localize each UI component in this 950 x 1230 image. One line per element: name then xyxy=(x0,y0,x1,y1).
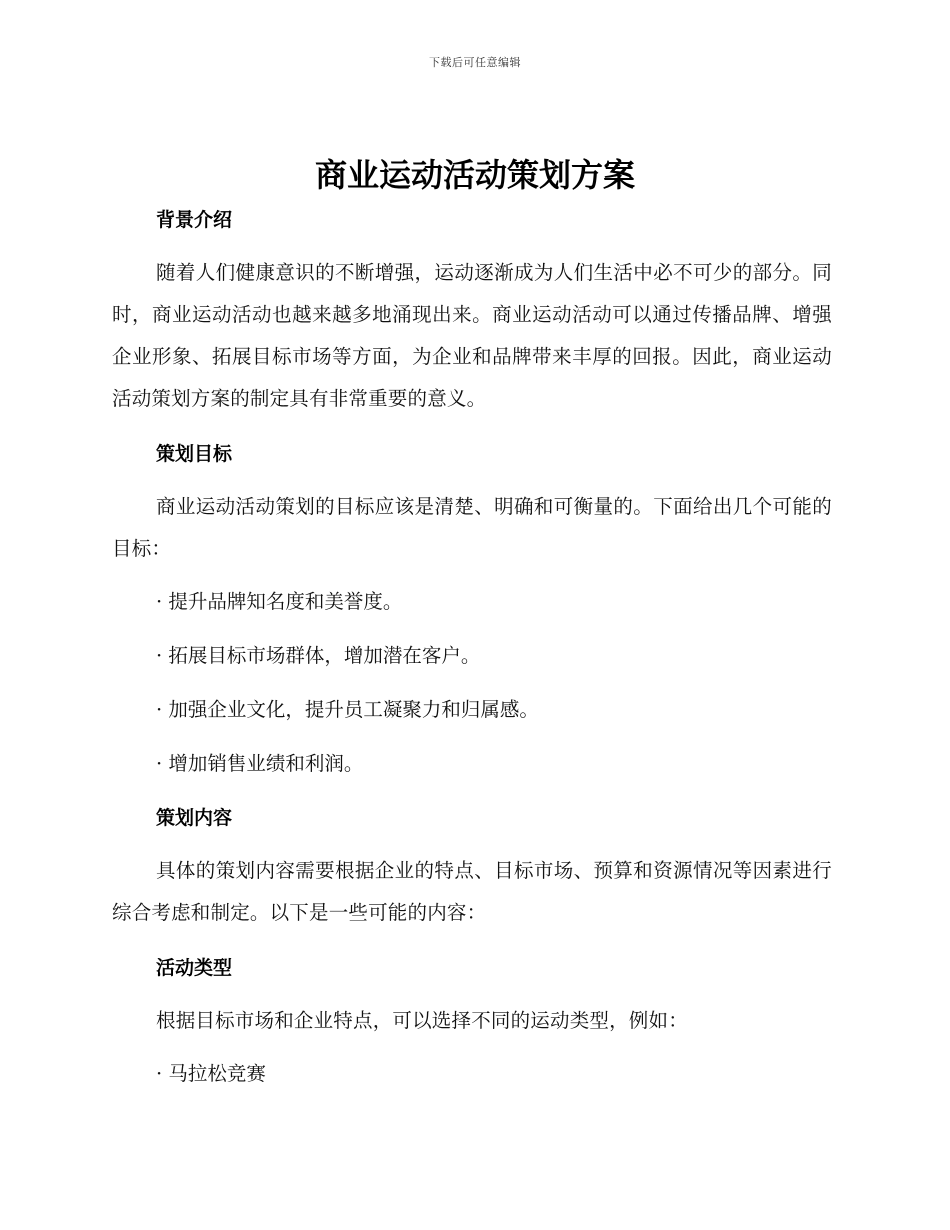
activity-type-paragraph: 根据目标市场和企业特点，可以选择不同的运动类型，例如： xyxy=(156,1009,688,1032)
page-header-note: 下载后可任意编辑 xyxy=(429,56,521,69)
activity-list-item: · 马拉松竞赛 xyxy=(156,1062,266,1085)
goal-list-item: · 提升品牌知名度和美誉度。 xyxy=(156,590,403,613)
section-heading-background: 背景介绍 xyxy=(156,209,233,231)
document-title: 商业运动活动策划方案 xyxy=(314,156,635,194)
goal-list-item: · 拓展目标市场群体，增加潜在客户。 xyxy=(156,644,481,667)
section-heading-content: 策划内容 xyxy=(156,807,233,829)
content-paragraph: 具体的策划内容需要根据企业的特点、目标市场、预算和资源情况等因素进行综合考虑和制定。以下是一些可能的内容： xyxy=(112,859,832,924)
document-body xyxy=(112,198,832,1096)
goal-list-item: · 增加销售业绩和利润。 xyxy=(156,752,364,775)
background-paragraph: 随着人们健康意识的不断增强，运动逐渐成为人们生活中必不可少的部分。同时，商业运动活动也越来越多地涌现出来。商业运动活动可以通过传播品牌、增强企业形象、拓展目标市场等方面，为企业和品牌带来丰厚的回报。因此，商业运动活动策划方案的制定具有非常重要的意义。 xyxy=(112,261,832,410)
goals-paragraph: 商业运动活动策划的目标应该是清楚、明确和可衡量的。下面给出几个可能的目标： xyxy=(112,495,832,560)
goal-list-item: · 加强企业文化，提升员工凝聚力和归属感。 xyxy=(156,698,539,721)
section-heading-activity-type: 活动类型 xyxy=(156,957,233,979)
section-heading-goals: 策划目标 xyxy=(156,443,233,465)
